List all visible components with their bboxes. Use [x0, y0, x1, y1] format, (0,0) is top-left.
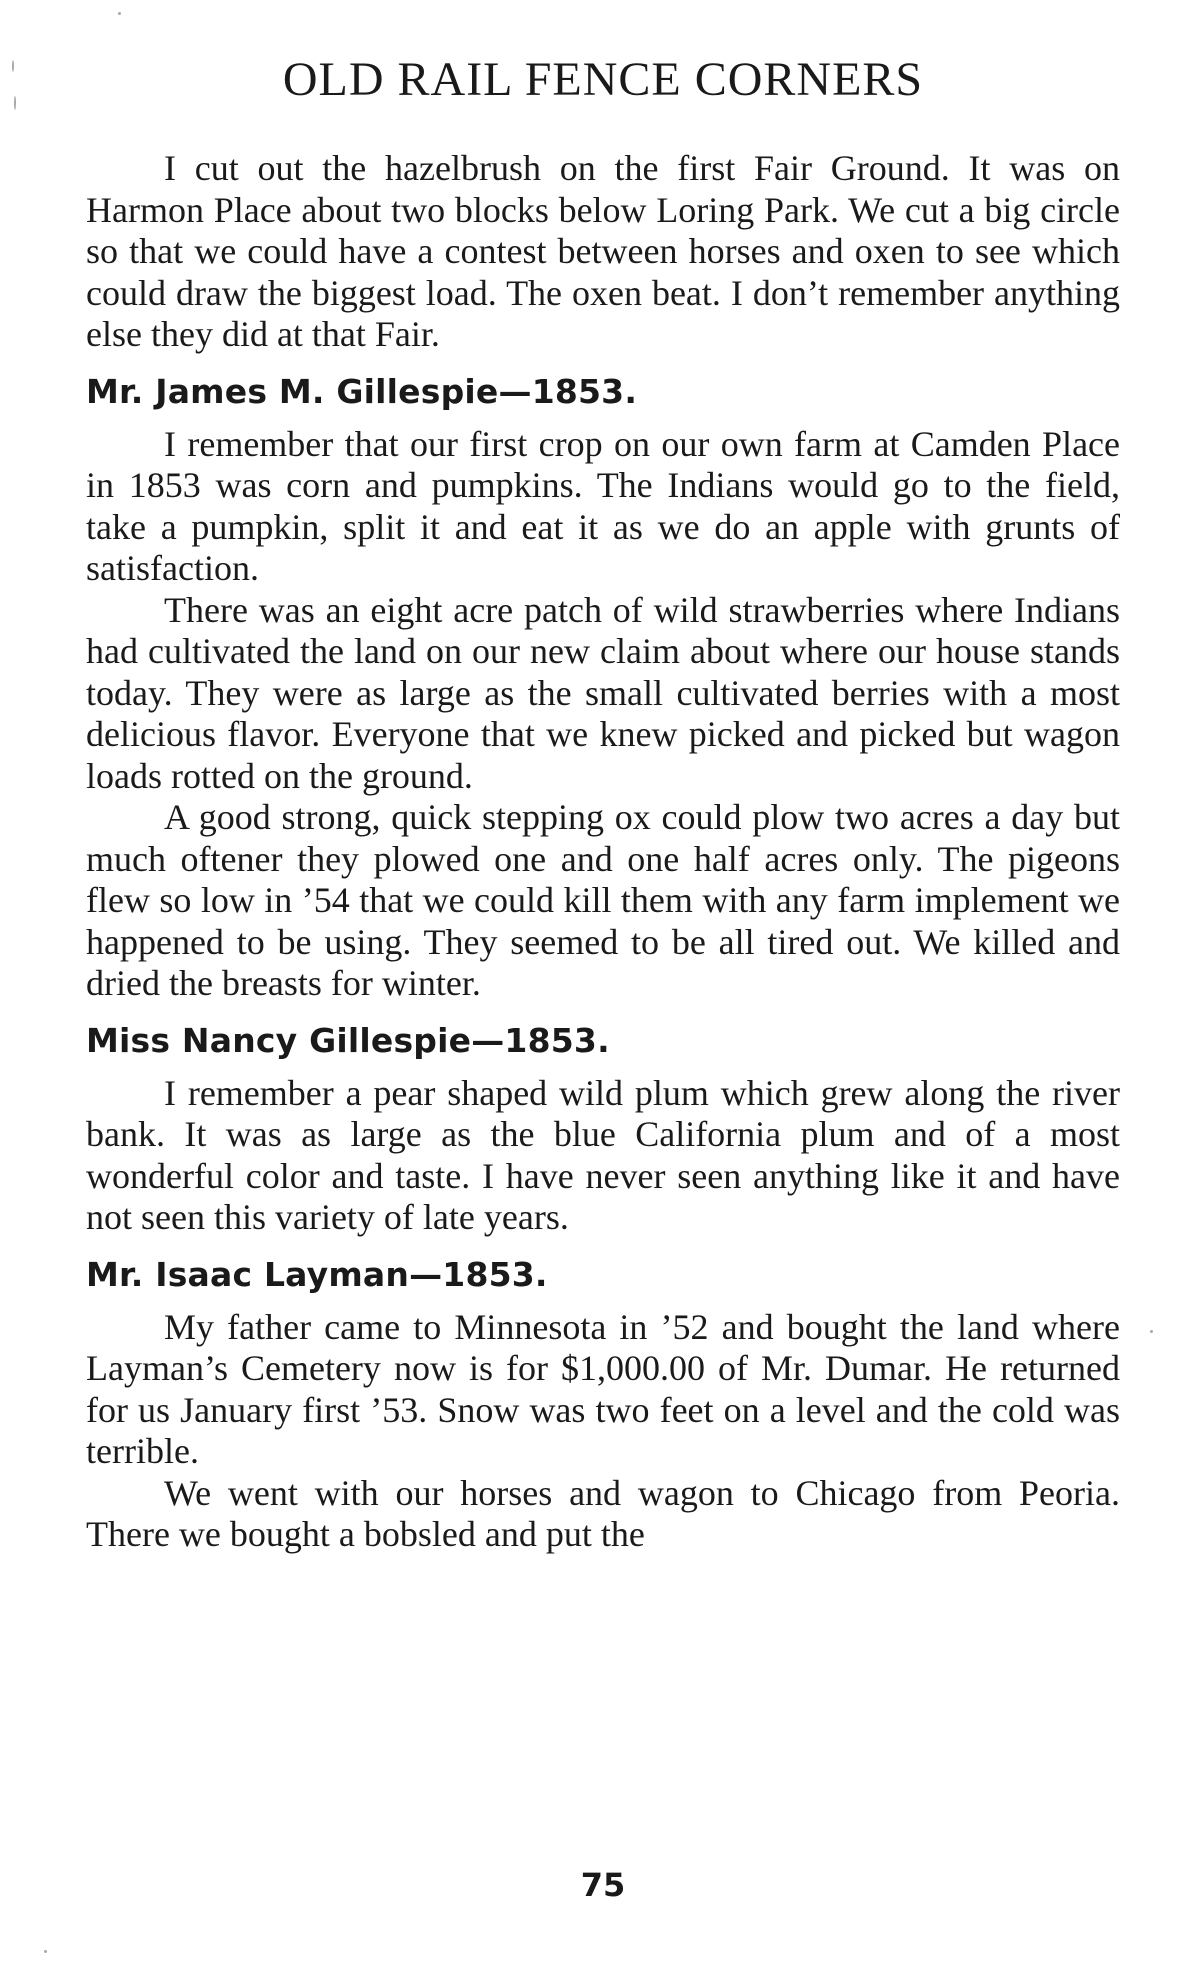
book-page: [86, 0, 1120, 1980]
page-number: 75: [580, 1866, 626, 1904]
page-text: [86, 148, 1120, 1556]
paragraph: A good strong, quick stepping ox could plow two acres a day but much oftener they plowed one and one half acres only. The pigeons flew so low in ’54 that we could kill them with any farm implement we happened to be using. They seemed to be all tired out. We killed and dried the breasts for winter.: [86, 797, 1120, 1003]
paragraph: I remember a pear shaped wild plum which grew along the river bank. It was as large as the blue California plum and of a most wonderful color and taste. I have never seen anything like it and have not seen this variety of late years.: [86, 1072, 1120, 1237]
scan-speck: [1150, 1330, 1153, 1333]
section-hazelbrush: [86, 148, 1120, 356]
scan-speck: [12, 60, 14, 72]
section-james-gillespie: [86, 370, 1120, 1005]
scan-speck: [118, 12, 121, 15]
speaker-heading: Mr. James M. Gillespie—1853.: [86, 371, 638, 411]
paragraph: We went with our horses and wagon to Chicago from Peoria. There we bought a bobsled and put the: [86, 1472, 1120, 1554]
scan-speck: [14, 96, 16, 110]
speaker-heading: Miss Nancy Gillespie—1853.: [86, 1020, 610, 1060]
paragraph: I remember that our first crop on our own farm at Camden Place in 1853 was corn and pumpkins. The Indians would go to the field, take a pumpkin, split it and eat it as we do an apple with grunts of satisfaction.: [86, 423, 1120, 588]
section-nancy-gillespie: [86, 1019, 1120, 1239]
running-head: OLD RAIL FENCE CORNERS: [282, 53, 924, 106]
section-isaac-layman: [86, 1253, 1120, 1556]
paragraph: There was an eight acre patch of wild strawberries where Indians had cultivated the land on our new claim about where our house stands today. They were as large as the small cultivated berries with a most delicious flavor. Everyone that we knew picked and picked but wagon loads rotted on the ground.: [86, 589, 1120, 796]
paragraph: I cut out the hazelbrush on the first Fair Ground. It was on Harmon Place about two blocks below Loring Park. We cut a big circle so that we could have a contest between horses and oxen to see which could draw the biggest load. The oxen beat. I don’t remember anything else they did at that Fair.: [86, 148, 1120, 354]
paragraph: My father came to Minnesota in ’52 and bought the land where Layman’s Cemetery now is for $1,000.00 of Mr. Dumar. He returned for us January first ’53. Snow was two feet on a level and the cold was terrible.: [86, 1306, 1120, 1471]
scan-speck: [44, 1950, 47, 1953]
speaker-heading: Mr. Isaac Layman—1853.: [86, 1254, 548, 1294]
